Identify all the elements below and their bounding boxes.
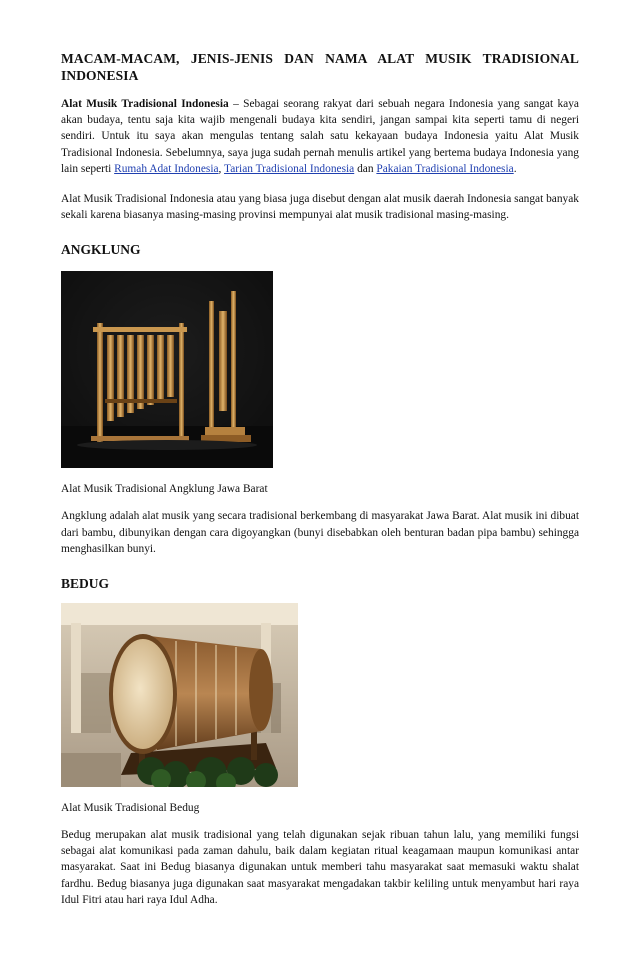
- intro-text: – Sebagai seorang rakyat dari sebuah negara Indonesia yang sangat kaya akan budaya, tentu saja kita wajib mengenali budaya kita sendiri, jangan sampai kita seperti tamu di negeri sendiri. Untuk itu saya akan mengulas tentang salah satu kekayaan budaya Indonesia yaitu Alat Musik Tradisional Indonesia. Sebelumnya, saya juga sudah pernah menulis artikel yang bertema budaya Indonesia yang lain seperti: [61, 98, 579, 175]
- document-page: [61, 50, 579, 908]
- angklung-photo: [61, 271, 273, 468]
- intro-end: .: [513, 162, 517, 175]
- paragraph-2: Alat Musik Tradisional Indonesia atau yang biasa juga disebut dengan alat musik daerah Indonesia sangat banyak sekali karena biasanya masing-masing provinsi mempunyai alat musik tradisional masing-masing.: [61, 193, 579, 222]
- bedug-caption: Alat Musik Tradisional Bedug: [61, 802, 200, 815]
- page-title: MACAM-MACAM, JENIS-JENIS DAN NAMA ALAT MUSIK TRADISIONAL INDONESIA: [61, 51, 579, 83]
- intro-sep: dan: [354, 162, 377, 175]
- angklung-description: Angklung adalah alat musik yang secara tradisional berkembang di masyarakat Jawa Barat. Alat musik ini dibuat dari bambu, dibunyikan dengan cara digoyangkan (bunyi disebabkan oleh benturan badan pipa bambu) sehingga menghasilkan bunyi.: [61, 510, 579, 555]
- section-heading-bedug: BEDUG: [61, 576, 110, 592]
- link-pakaian-tradisional[interactable]: Pakaian Tradisional Indonesia: [376, 162, 514, 175]
- link-rumah-adat[interactable]: Rumah Adat Indonesia: [114, 162, 219, 175]
- angklung-caption: Alat Musik Tradisional Angklung Jawa Barat: [61, 483, 268, 496]
- intro-paragraph: [61, 96, 579, 177]
- bedug-description: Bedug merupakan alat musik tradisional yang telah digunakan sejak ribuan tahun lalu, yang memiliki fungsi sebagai alat komunikasi pada zaman dahulu, baik dalam kegiatan ritual keagamaan maupun komunikasi antar masyarakat. Saat ini Bedug biasanya digunakan untuk memberi tahu masyarakat saat memasuki waktu shalat fardhu. Bedug biasanya juga digunakan saat masyarakat mengadakan takbir keliling untuk menyambut hari raya Idul Fitri atau hari raya Idul Adha.: [61, 829, 579, 906]
- bedug-photo: [61, 603, 298, 787]
- intro-sep: ,: [218, 162, 225, 175]
- intro-lead: Alat Musik Tradisional Indonesia: [61, 98, 229, 110]
- section-heading-angklung: ANGKLUNG: [61, 242, 141, 258]
- link-tarian-tradisional[interactable]: Tarian Tradisional Indonesia: [224, 162, 355, 175]
